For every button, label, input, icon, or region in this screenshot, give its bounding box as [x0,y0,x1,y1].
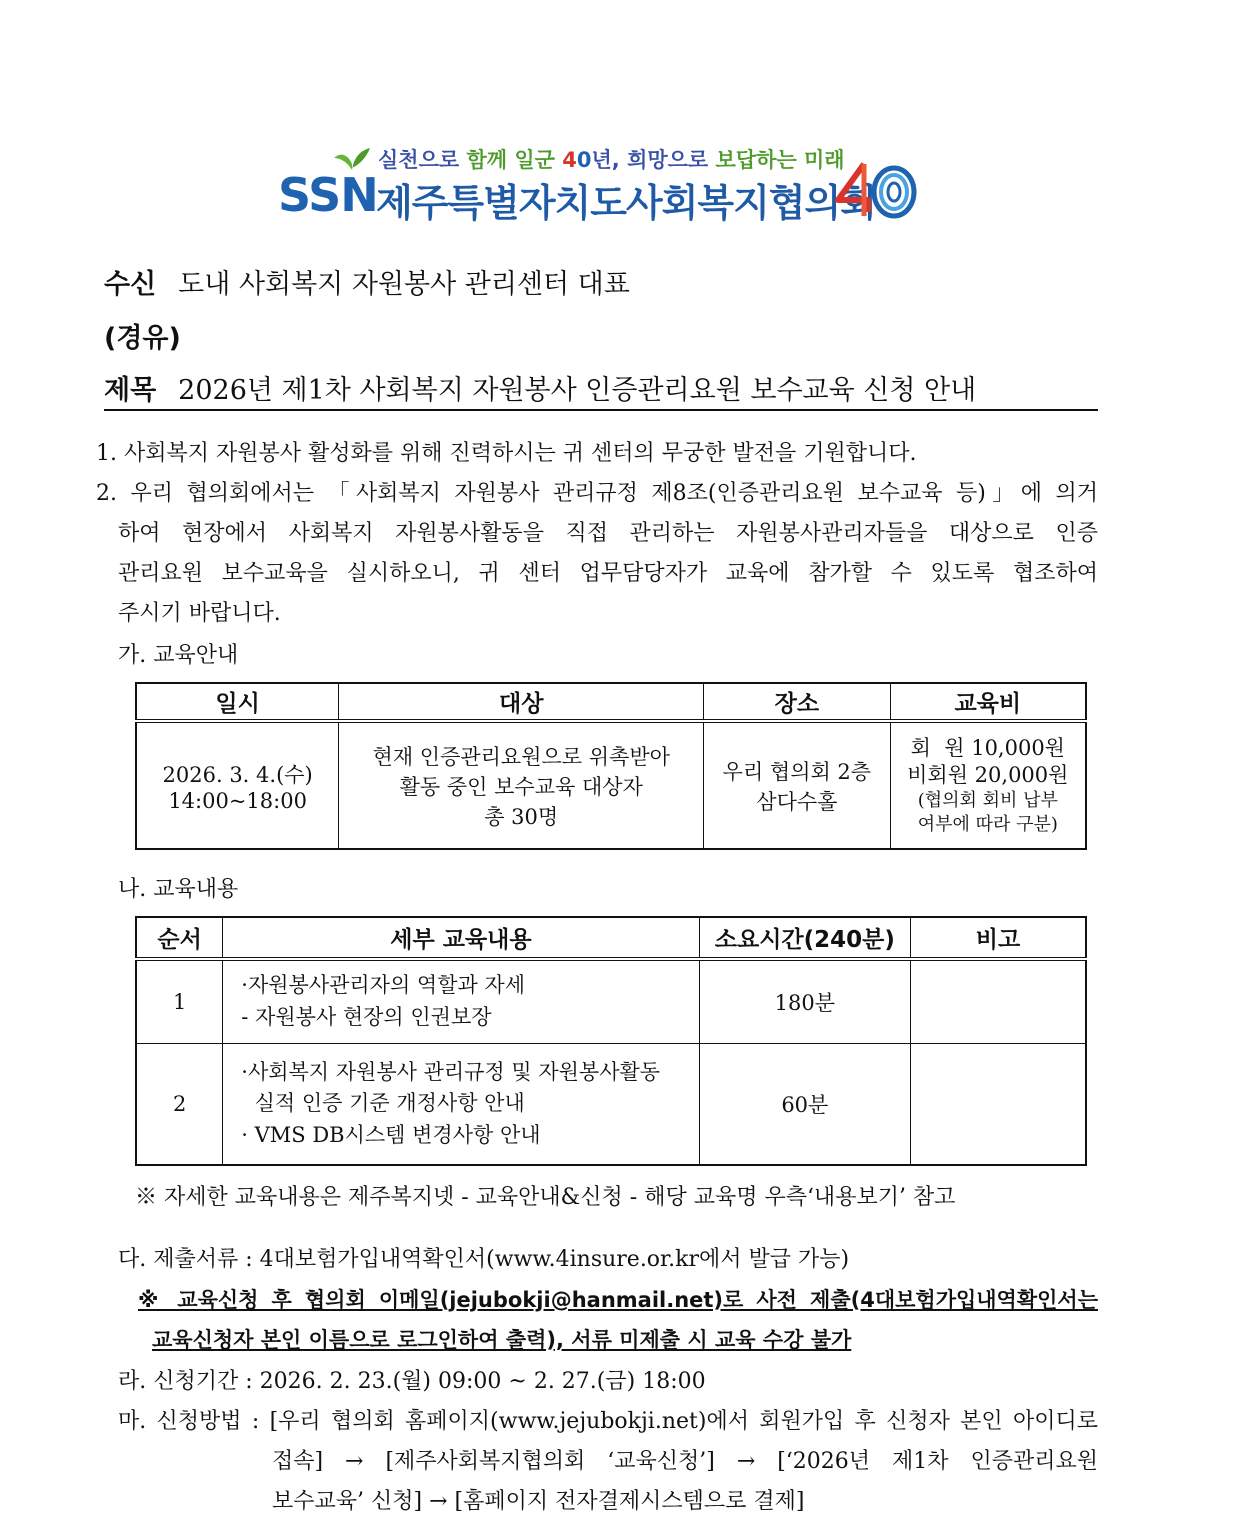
cell-target: 현재 인증관리요원으로 위촉받아 활동 중인 보수교육 대상자 총 30명 [339,721,704,849]
recipient-line [104,262,630,301]
anniversary-40-icon [834,160,918,222]
via-line [104,316,203,355]
col-header-content: 세부 교육내용 [223,917,699,959]
cell-duration: 60분 [699,1043,910,1165]
recipient-label: 수신 [104,269,157,300]
section-b-note: ※ 자세한 교육내용은 제주복지넷 - 교육안내&신청 - 해당 교육명 우측‘내용보기’ 참고 [135,1185,956,1210]
cell-remarks [911,959,1086,1043]
education-info-table [135,682,1087,850]
paragraph-1: 1. 사회복지 자원봉사 활성화를 위해 진력하시는 귀 센터의 무궁한 발전을 기원합니다. [96,441,917,466]
org-logo [278,142,918,224]
section-e-line-1: 마. 신청방법 : [우리 협의회 홈페이지(www.jejubokji.net)에서 회원가입 후 신청자 본인 아이디로 [118,1409,1098,1434]
section-b-heading: 나. 교육내용 [118,877,239,902]
header-divider [104,409,1098,411]
cell-order: 2 [136,1043,223,1165]
col-header-datetime: 일시 [136,683,339,721]
table-row [136,1043,1086,1165]
cell-datetime: 2026. 3. 4.(수) 14:00~18:00 [136,721,339,849]
paragraph-2-line-3: 관리요원 보수교육을 실시하오니, 귀 센터 업무담당자가 교육에 참가할 수 있도록 협조하여 [118,561,1098,586]
cell-content: ·자원봉사관리자의 역할과 자세 - 자원봉사 현장의 인권보장 [223,959,699,1043]
education-content-table [135,916,1087,1166]
section-c-documents: 다. 제출서류 : 4대보험가입내역확인서(www.4insure.or.kr에서 발급 가능) [118,1247,850,1272]
cell-order: 1 [136,959,223,1043]
cell-duration: 180분 [699,959,910,1043]
warning-line-2: 교육신청자 본인 이름으로 로그인하여 출력), 서류 미제출 시 교육 수강 불가 [152,1328,852,1352]
col-header-remarks: 비고 [911,917,1086,959]
org-name: 제주특별자치도사회복지협의회 [376,181,876,225]
ssn-brand: SSN [278,168,378,222]
section-e-line-3: 보수교육’ 신청] → [홈페이지 전자결제시스템으로 결제] [272,1489,805,1514]
warning-line-1: ※ 교육신청 후 협의회 이메일(jejubokji@hanmail.net)로 사전 제출(4대보험가입내역확인서는 [138,1288,1098,1312]
cell-remarks [911,1043,1086,1165]
via-label: (경유) [104,323,181,354]
paragraph-2-line-1: 2. 우리 협의회에서는 「사회복지 자원봉사 관리규정 제8조(인증관리요원 보수교육 등)」에 의거 [96,481,1098,506]
recipient-value: 도내 사회복지 자원봉사 관리센터 대표 [178,269,630,300]
leaf-icon [334,146,370,170]
paragraph-2-line-2: 하여 현장에서 사회복지 자원봉사활동을 직접 관리하는 자원봉사관리자들을 대상으로 인증 [118,521,1098,546]
col-header-order: 순서 [136,917,223,959]
cell-content: ·사회복지 자원봉사 관리규정 및 자원봉사활동 실적 인증 기준 개정사항 안내 · VMS DB시스템 변경사항 안내 [223,1043,699,1165]
small-40-icon: 4 [562,148,577,172]
logo-slogan: 실천으로 함께 일군 40년, 희망으로 보답하는 미래 [378,148,845,172]
paragraph-2-line-4: 주시기 바랍니다. [118,601,281,626]
col-header-fee: 교육비 [890,683,1086,721]
section-d-period: 라. 신청기간 : 2026. 2. 23.(월) 09:00 ~ 2. 27.(금) 18:00 [118,1369,706,1394]
col-header-duration: 소요시간(240분) [699,917,910,959]
table-row [136,959,1086,1043]
subject-value: 2026년 제1차 사회복지 자원봉사 인증관리요원 보수교육 신청 안내 [178,375,977,406]
subject-label: 제목 [104,375,157,406]
cell-fee: 회 원 10,000원 비회원 20,000원 (협의회 회비 납부 여부에 따라 구분) [890,721,1086,849]
cell-place: 우리 협의회 2층 삼다수홀 [704,721,890,849]
subject-line [104,368,976,407]
col-header-target: 대상 [339,683,704,721]
section-a-heading: 가. 교육안내 [118,643,239,668]
col-header-place: 장소 [704,683,890,721]
section-e-line-2: 접속] → [제주사회복지협의회 ‘교육신청’] → [‘2026년 제1차 인증관리요원 [272,1449,1098,1474]
